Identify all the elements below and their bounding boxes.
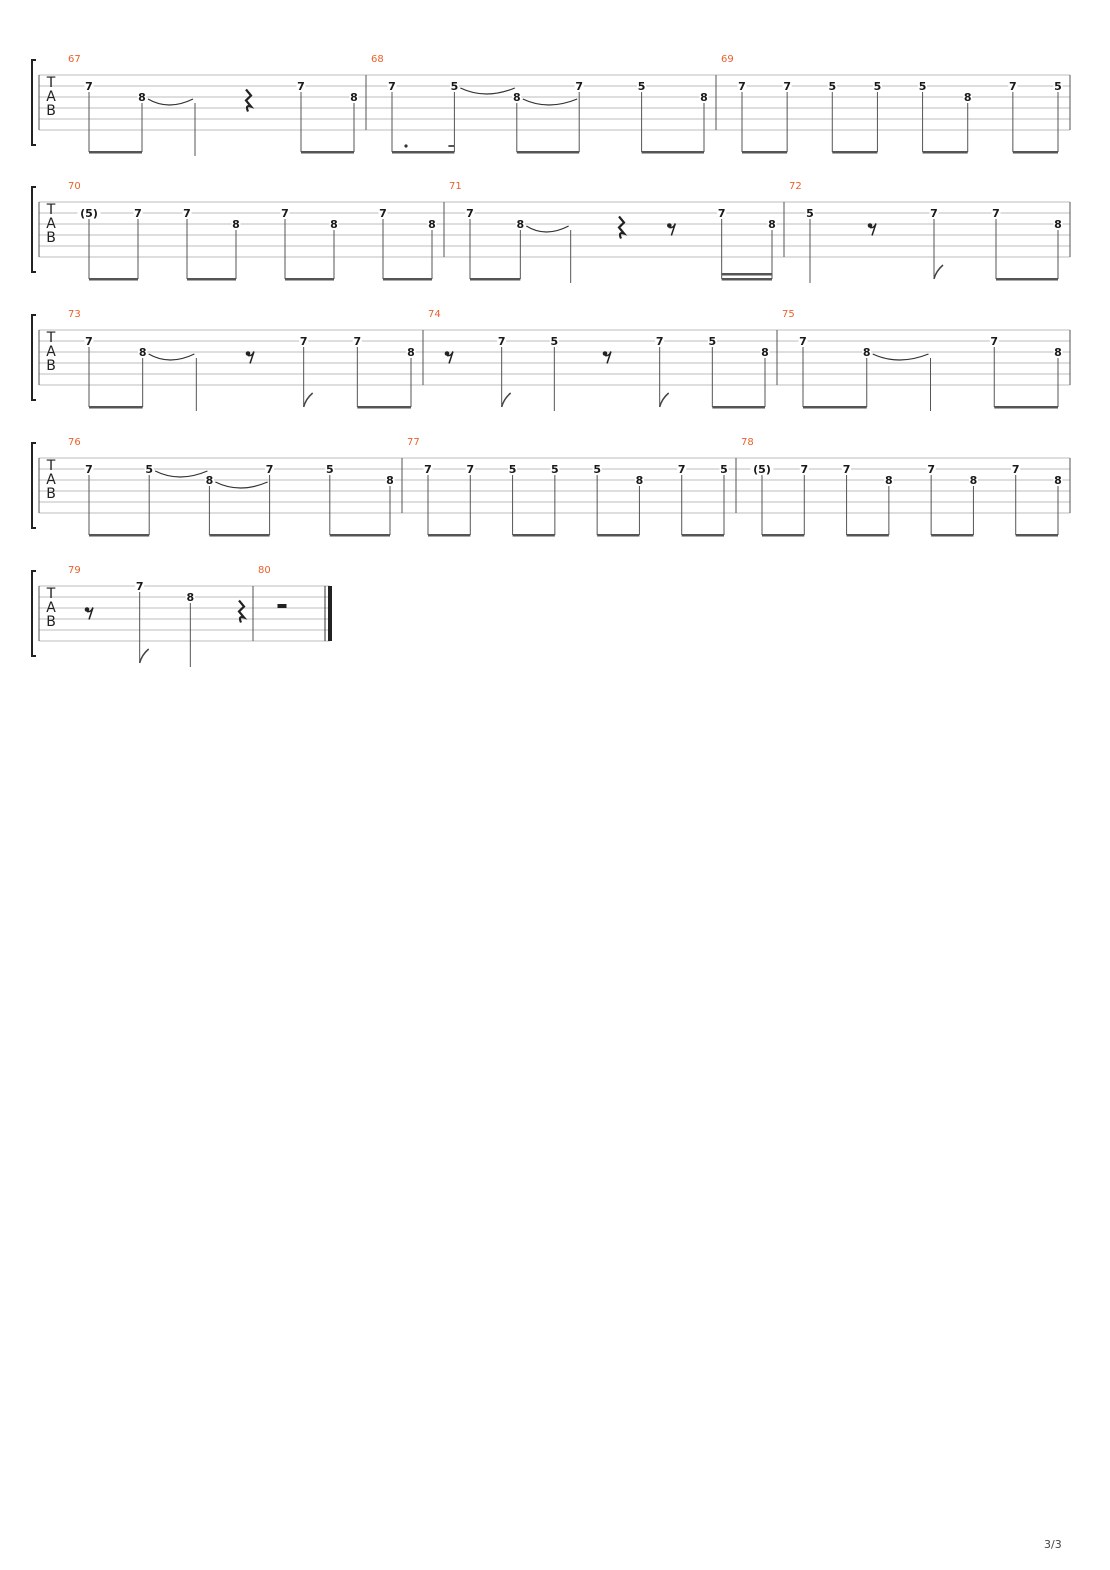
- tab-system: [32, 437, 1070, 537]
- tab-clef-letter: T: [46, 330, 56, 346]
- eighth-beam: [597, 534, 639, 537]
- eighth-beam: [513, 534, 555, 537]
- system-brace: [32, 443, 36, 528]
- eighth-beam: [923, 151, 968, 154]
- measure-number: 77: [407, 437, 420, 448]
- fret-number: 5: [145, 463, 154, 476]
- fret-number: 7: [930, 207, 938, 220]
- tab-clef-letter: T: [46, 586, 56, 602]
- eighth-beam: [803, 406, 867, 409]
- fret-number: 7: [575, 80, 584, 93]
- fret-number: 5: [551, 463, 559, 476]
- measure-number: 79: [68, 565, 81, 576]
- measure-number: 69: [721, 54, 734, 65]
- sixteenth-beam: [722, 273, 772, 276]
- fret-number: 7: [135, 580, 144, 593]
- fret-number: 7: [1011, 463, 1020, 476]
- fret-number: 8: [512, 91, 521, 104]
- fret-number: 8: [1054, 218, 1062, 231]
- fret-number: 7: [85, 335, 93, 348]
- fret-number: 8: [330, 218, 338, 231]
- fret-number: 8: [350, 91, 358, 104]
- eighth-beam: [383, 278, 432, 281]
- tab-clef-letter: B: [46, 103, 56, 119]
- fret-number: 5: [873, 80, 882, 93]
- sixteenth-beam: [722, 278, 772, 281]
- fret-number: 5: [550, 335, 559, 348]
- system-brace: [32, 60, 36, 145]
- tie-arc: [149, 354, 195, 360]
- fret-number: 7: [85, 80, 93, 93]
- fret-number: 8: [761, 346, 769, 359]
- fret-number: 8: [635, 474, 644, 487]
- tie-arc: [526, 226, 568, 232]
- fret-number: 7: [424, 463, 432, 476]
- measure-number: 75: [782, 309, 795, 320]
- eighth-flag: [660, 393, 669, 407]
- tie-arc: [523, 99, 577, 105]
- partial-beam: [448, 145, 454, 147]
- fret-number: 7: [466, 207, 474, 220]
- tab-clef-letter: T: [46, 75, 56, 91]
- fret-number: 5: [1054, 80, 1062, 93]
- system-brace: [32, 315, 36, 400]
- eighth-beam: [762, 534, 804, 537]
- fret-number: 7: [738, 80, 746, 93]
- eighth-beam: [996, 278, 1058, 281]
- tab-clef-letter: B: [46, 486, 56, 502]
- fret-number: 8: [428, 218, 436, 231]
- fret-number: (5): [80, 207, 98, 220]
- fret-number: 8: [969, 474, 978, 487]
- fret-number: 7: [717, 207, 726, 220]
- tie-arc: [155, 471, 207, 477]
- tie-arc: [460, 88, 514, 94]
- fret-number: 8: [963, 91, 972, 104]
- page-number: 3/3: [1044, 1538, 1062, 1551]
- fret-number: 7: [992, 207, 1000, 220]
- tab-clef-letter: A: [46, 89, 56, 105]
- fret-number: 8: [138, 346, 147, 359]
- eighth-beam: [285, 278, 334, 281]
- tab-system: [32, 309, 1070, 411]
- system-brace: [32, 187, 36, 272]
- eighth-beam: [1013, 151, 1058, 154]
- fret-number: 7: [800, 463, 809, 476]
- fret-number: 7: [134, 207, 142, 220]
- eighth-flag: [140, 649, 149, 663]
- eighth-beam: [712, 406, 765, 409]
- eighth-beam: [89, 278, 138, 281]
- fret-number: 7: [379, 207, 387, 220]
- tab-system: [32, 181, 1070, 283]
- fret-number: 7: [990, 335, 999, 348]
- measure-number: 78: [741, 437, 754, 448]
- tab-clef-letter: A: [46, 216, 56, 232]
- fret-number: 5: [508, 463, 517, 476]
- fret-number: 8: [186, 591, 195, 604]
- eighth-beam: [1016, 534, 1058, 537]
- fret-number: 5: [918, 80, 927, 93]
- fret-number: 7: [655, 335, 664, 348]
- fret-number: 5: [828, 80, 837, 93]
- fret-number: 5: [637, 80, 646, 93]
- fret-number: 8: [768, 218, 776, 231]
- fret-number: 7: [842, 463, 851, 476]
- fret-number: 7: [85, 463, 93, 476]
- fret-number: 7: [497, 335, 506, 348]
- tab-system: [32, 54, 1070, 156]
- tab-clef-letter: T: [46, 202, 56, 218]
- eighth-beam: [357, 406, 411, 409]
- fret-number: 8: [407, 346, 415, 359]
- tie-arc: [148, 99, 193, 105]
- fret-number: 5: [450, 80, 459, 93]
- tab-clef-letter: B: [46, 614, 56, 630]
- rhythm-dot: [404, 144, 407, 147]
- fret-number: 5: [720, 463, 728, 476]
- tab-clef-letter: A: [46, 472, 56, 488]
- fret-number: 7: [299, 335, 308, 348]
- half-rest: [278, 604, 287, 608]
- measure-number: 76: [68, 437, 81, 448]
- fret-number: 7: [783, 80, 791, 93]
- eighth-beam: [517, 151, 579, 154]
- final-thick-barline: [328, 586, 332, 641]
- system-brace: [32, 571, 36, 656]
- eighth-flag: [502, 393, 511, 407]
- eighth-beam: [470, 278, 520, 281]
- fret-number: 7: [281, 207, 289, 220]
- measure-number: 68: [371, 54, 384, 65]
- fret-number: 5: [708, 335, 717, 348]
- eighth-flag: [934, 265, 943, 279]
- tab-clef-letter: A: [46, 600, 56, 616]
- fret-number: 7: [466, 463, 475, 476]
- eighth-beam: [994, 406, 1058, 409]
- eighth-beam: [682, 534, 724, 537]
- eighth-beam: [392, 151, 454, 154]
- measure-number: 74: [428, 309, 441, 320]
- eighth-beam: [330, 534, 390, 537]
- eighth-beam: [832, 151, 877, 154]
- tab-clef-letter: B: [46, 358, 56, 374]
- eighth-beam: [89, 534, 149, 537]
- fret-number: 8: [1054, 474, 1062, 487]
- eighth-beam: [209, 534, 269, 537]
- fret-number: 8: [386, 474, 394, 487]
- measure-number: 67: [68, 54, 81, 65]
- eighth-beam: [931, 534, 973, 537]
- fret-number: 8: [885, 474, 893, 487]
- fret-number: 7: [353, 335, 362, 348]
- fret-number: 8: [516, 218, 525, 231]
- eighth-beam: [847, 534, 889, 537]
- eighth-beam: [428, 534, 470, 537]
- fret-number: 7: [1009, 80, 1017, 93]
- fret-number: 5: [325, 463, 334, 476]
- fret-number: 8: [862, 346, 871, 359]
- fret-number: 8: [205, 474, 214, 487]
- fret-number: 7: [265, 463, 274, 476]
- eighth-flag: [304, 393, 313, 407]
- eighth-beam: [301, 151, 354, 154]
- tab-clef-letter: B: [46, 230, 56, 246]
- eighth-beam: [89, 151, 142, 154]
- eighth-beam: [89, 406, 143, 409]
- fret-number: (5): [753, 463, 771, 476]
- measure-number: 80: [258, 565, 271, 576]
- fret-number: 5: [806, 207, 814, 220]
- eighth-beam: [187, 278, 236, 281]
- tab-clef-letter: T: [46, 458, 56, 474]
- fret-number: 7: [677, 463, 686, 476]
- fret-number: 7: [388, 80, 396, 93]
- tie-arc: [215, 482, 267, 488]
- eighth-beam: [742, 151, 787, 154]
- fret-number: 7: [799, 335, 807, 348]
- fret-number: 7: [183, 207, 191, 220]
- tab-clef-letter: A: [46, 344, 56, 360]
- fret-number: 8: [700, 91, 708, 104]
- measure-number: 73: [68, 309, 81, 320]
- fret-number: 8: [232, 218, 240, 231]
- eighth-beam: [642, 151, 704, 154]
- fret-number: 8: [1054, 346, 1062, 359]
- tab-system: [32, 565, 332, 667]
- tie-arc: [873, 354, 929, 360]
- fret-number: 8: [138, 91, 146, 104]
- measure-number: 72: [789, 181, 802, 192]
- measure-number: 71: [449, 181, 462, 192]
- fret-number: 5: [593, 463, 601, 476]
- fret-number: 7: [927, 463, 935, 476]
- measure-number: 70: [68, 181, 81, 192]
- fret-number: 7: [297, 80, 305, 93]
